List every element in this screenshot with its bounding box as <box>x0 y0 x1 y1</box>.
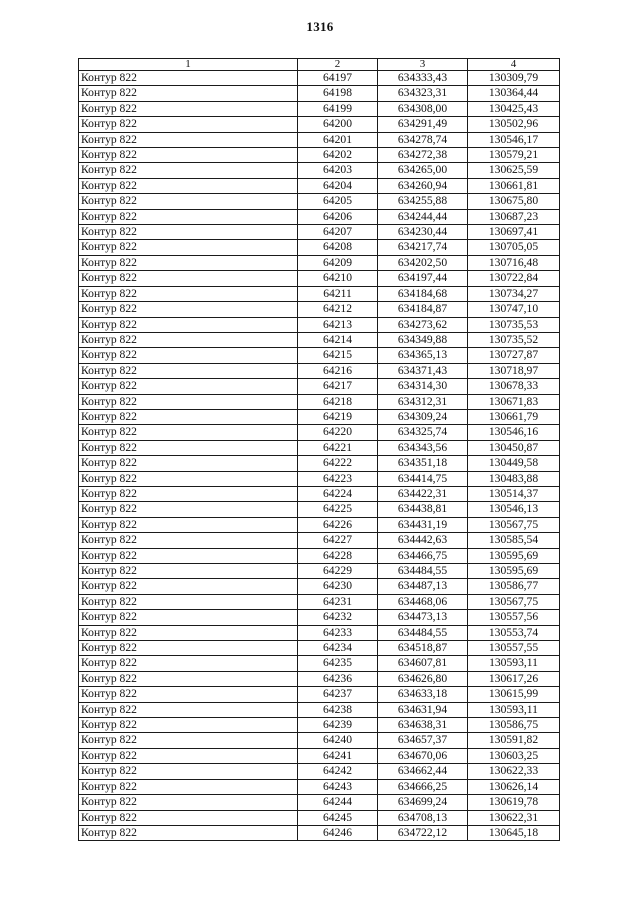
y-coordinate-cell: 130557,55 <box>468 641 560 656</box>
point-number-cell: 64216 <box>298 363 378 378</box>
table-row <box>79 302 560 317</box>
y-coordinate-cell: 130586,75 <box>468 718 560 733</box>
contour-name-cell: Контур 822 <box>79 132 298 147</box>
point-number-cell: 64220 <box>298 425 378 440</box>
x-coordinate-cell: 634260,94 <box>378 178 468 193</box>
contour-name-cell: Контур 822 <box>79 486 298 501</box>
point-number-cell: 64209 <box>298 255 378 270</box>
point-number-cell: 64218 <box>298 394 378 409</box>
y-coordinate-cell: 130557,56 <box>468 610 560 625</box>
point-number-cell: 64243 <box>298 779 378 794</box>
point-number-cell: 64198 <box>298 86 378 101</box>
point-number-cell: 64245 <box>298 810 378 825</box>
x-coordinate-cell: 634626,80 <box>378 671 468 686</box>
contour-name-cell: Контур 822 <box>79 240 298 255</box>
contour-name-cell: Контур 822 <box>79 225 298 240</box>
point-number-cell: 64242 <box>298 764 378 779</box>
x-coordinate-cell: 634278,74 <box>378 132 468 147</box>
x-coordinate-cell: 634265,00 <box>378 163 468 178</box>
table-row <box>79 255 560 270</box>
point-number-cell: 64238 <box>298 702 378 717</box>
table-row <box>79 471 560 486</box>
table-row <box>79 702 560 717</box>
table-row <box>79 579 560 594</box>
contour-name-cell: Контур 822 <box>79 825 298 840</box>
contour-name-cell: Контур 822 <box>79 533 298 548</box>
contour-name-cell: Контур 822 <box>79 594 298 609</box>
contour-name-cell: Контур 822 <box>79 394 298 409</box>
point-number-cell: 64206 <box>298 209 378 224</box>
x-coordinate-cell: 634333,43 <box>378 71 468 86</box>
point-number-cell: 64228 <box>298 548 378 563</box>
point-number-cell: 64225 <box>298 502 378 517</box>
table-row <box>79 641 560 656</box>
y-coordinate-cell: 130735,53 <box>468 317 560 332</box>
contour-name-cell: Контур 822 <box>79 671 298 686</box>
contour-name-cell: Контур 822 <box>79 795 298 810</box>
x-coordinate-cell: 634473,13 <box>378 610 468 625</box>
y-coordinate-cell: 130364,44 <box>468 86 560 101</box>
y-coordinate-cell: 130671,83 <box>468 394 560 409</box>
point-number-cell: 64213 <box>298 317 378 332</box>
contour-name-cell: Контур 822 <box>79 163 298 178</box>
point-number-cell: 64212 <box>298 302 378 317</box>
table-row <box>79 286 560 301</box>
y-coordinate-cell: 130705,05 <box>468 240 560 255</box>
table-row <box>79 209 560 224</box>
header-row <box>79 59 560 71</box>
x-coordinate-cell: 634184,68 <box>378 286 468 301</box>
y-coordinate-cell: 130595,69 <box>468 548 560 563</box>
point-number-cell: 64222 <box>298 456 378 471</box>
x-coordinate-cell: 634202,50 <box>378 255 468 270</box>
table-row <box>79 733 560 748</box>
contour-name-cell: Контур 822 <box>79 379 298 394</box>
y-coordinate-cell: 130697,41 <box>468 225 560 240</box>
table-row <box>79 317 560 332</box>
x-coordinate-cell: 634484,55 <box>378 564 468 579</box>
contour-name-cell: Контур 822 <box>79 579 298 594</box>
point-number-cell: 64229 <box>298 564 378 579</box>
x-coordinate-cell: 634699,24 <box>378 795 468 810</box>
table-row <box>79 825 560 840</box>
page-number: 1316 <box>306 19 334 34</box>
point-number-cell: 64231 <box>298 594 378 609</box>
x-coordinate-cell: 634371,43 <box>378 363 468 378</box>
contour-name-cell: Контур 822 <box>79 548 298 563</box>
point-number-cell: 64200 <box>298 117 378 132</box>
x-coordinate-cell: 634708,13 <box>378 810 468 825</box>
contour-name-cell: Контур 822 <box>79 733 298 748</box>
y-coordinate-cell: 130615,99 <box>468 687 560 702</box>
y-coordinate-cell: 130661,79 <box>468 409 560 424</box>
y-coordinate-cell: 130747,10 <box>468 302 560 317</box>
point-number-cell: 64202 <box>298 148 378 163</box>
contour-name-cell: Контур 822 <box>79 564 298 579</box>
y-coordinate-cell: 130734,27 <box>468 286 560 301</box>
x-coordinate-cell: 634442,63 <box>378 533 468 548</box>
table-row <box>79 610 560 625</box>
contour-name-cell: Контур 822 <box>79 194 298 209</box>
table-row <box>79 656 560 671</box>
x-coordinate-cell: 634184,87 <box>378 302 468 317</box>
point-number-cell: 64236 <box>298 671 378 686</box>
y-coordinate-cell: 130675,80 <box>468 194 560 209</box>
table-row <box>79 671 560 686</box>
table-row <box>79 379 560 394</box>
point-number-cell: 64203 <box>298 163 378 178</box>
point-number-cell: 64240 <box>298 733 378 748</box>
point-number-cell: 64241 <box>298 748 378 763</box>
table-row <box>79 178 560 193</box>
x-coordinate-cell: 634484,55 <box>378 625 468 640</box>
contour-name-cell: Контур 822 <box>79 271 298 286</box>
contour-name-cell: Контур 822 <box>79 332 298 347</box>
y-coordinate-cell: 130593,11 <box>468 656 560 671</box>
y-coordinate-cell: 130591,82 <box>468 733 560 748</box>
table-row <box>79 718 560 733</box>
x-coordinate-cell: 634666,25 <box>378 779 468 794</box>
y-coordinate-cell: 130449,58 <box>468 456 560 471</box>
y-coordinate-cell: 130585,54 <box>468 533 560 548</box>
table-row <box>79 748 560 763</box>
x-coordinate-cell: 634291,49 <box>378 117 468 132</box>
point-number-cell: 64239 <box>298 718 378 733</box>
table-row <box>79 502 560 517</box>
point-number-cell: 64234 <box>298 641 378 656</box>
y-coordinate-cell: 130619,78 <box>468 795 560 810</box>
y-coordinate-cell: 130546,16 <box>468 425 560 440</box>
table-row <box>79 117 560 132</box>
y-coordinate-cell: 130645,18 <box>468 825 560 840</box>
y-coordinate-cell: 130425,43 <box>468 101 560 116</box>
table-row <box>79 687 560 702</box>
y-coordinate-cell: 130727,87 <box>468 348 560 363</box>
contour-name-cell: Контур 822 <box>79 209 298 224</box>
y-coordinate-cell: 130586,77 <box>468 579 560 594</box>
contour-name-cell: Контур 822 <box>79 517 298 532</box>
x-coordinate-cell: 634431,19 <box>378 517 468 532</box>
y-coordinate-cell: 130546,13 <box>468 502 560 517</box>
x-coordinate-cell: 634273,62 <box>378 317 468 332</box>
x-coordinate-cell: 634230,44 <box>378 225 468 240</box>
y-coordinate-cell: 130553,74 <box>468 625 560 640</box>
point-number-cell: 64221 <box>298 440 378 455</box>
contour-name-cell: Контур 822 <box>79 440 298 455</box>
contour-name-cell: Контур 822 <box>79 502 298 517</box>
column-header-3: 3 <box>378 59 468 71</box>
x-coordinate-cell: 634466,75 <box>378 548 468 563</box>
point-number-cell: 64214 <box>298 332 378 347</box>
contour-name-cell: Контур 822 <box>79 810 298 825</box>
table-row <box>79 456 560 471</box>
x-coordinate-cell: 634255,88 <box>378 194 468 209</box>
contour-name-cell: Контур 822 <box>79 687 298 702</box>
point-number-cell: 64230 <box>298 579 378 594</box>
table-row <box>79 517 560 532</box>
x-coordinate-cell: 634414,75 <box>378 471 468 486</box>
contour-name-cell: Контур 822 <box>79 702 298 717</box>
table-row <box>79 625 560 640</box>
x-coordinate-cell: 634323,31 <box>378 86 468 101</box>
x-coordinate-cell: 634422,31 <box>378 486 468 501</box>
y-coordinate-cell: 130718,97 <box>468 363 560 378</box>
contour-name-cell: Контур 822 <box>79 764 298 779</box>
y-coordinate-cell: 130617,26 <box>468 671 560 686</box>
contour-name-cell: Контур 822 <box>79 71 298 86</box>
x-coordinate-cell: 634638,31 <box>378 718 468 733</box>
table-row <box>79 332 560 347</box>
x-coordinate-cell: 634670,06 <box>378 748 468 763</box>
y-coordinate-cell: 130678,33 <box>468 379 560 394</box>
y-coordinate-cell: 130567,75 <box>468 594 560 609</box>
y-coordinate-cell: 130603,25 <box>468 748 560 763</box>
y-coordinate-cell: 130722,84 <box>468 271 560 286</box>
x-coordinate-cell: 634312,31 <box>378 394 468 409</box>
y-coordinate-cell: 130502,96 <box>468 117 560 132</box>
table-row <box>79 394 560 409</box>
point-number-cell: 64204 <box>298 178 378 193</box>
point-number-cell: 64237 <box>298 687 378 702</box>
column-header-4: 4 <box>468 59 560 71</box>
y-coordinate-cell: 130625,59 <box>468 163 560 178</box>
x-coordinate-cell: 634244,44 <box>378 209 468 224</box>
y-coordinate-cell: 130483,88 <box>468 471 560 486</box>
y-coordinate-cell: 130579,21 <box>468 148 560 163</box>
table-row <box>79 486 560 501</box>
y-coordinate-cell: 130661,81 <box>468 178 560 193</box>
contour-name-cell: Контур 822 <box>79 363 298 378</box>
coordinates-table <box>78 58 560 841</box>
y-coordinate-cell: 130622,31 <box>468 810 560 825</box>
point-number-cell: 64244 <box>298 795 378 810</box>
x-coordinate-cell: 634722,12 <box>378 825 468 840</box>
y-coordinate-cell: 130626,14 <box>468 779 560 794</box>
x-coordinate-cell: 634309,24 <box>378 409 468 424</box>
point-number-cell: 64199 <box>298 101 378 116</box>
y-coordinate-cell: 130450,87 <box>468 440 560 455</box>
x-coordinate-cell: 634657,37 <box>378 733 468 748</box>
point-number-cell: 64224 <box>298 486 378 501</box>
table-row <box>79 779 560 794</box>
contour-name-cell: Контур 822 <box>79 656 298 671</box>
contour-name-cell: Контур 822 <box>79 748 298 763</box>
table-row <box>79 795 560 810</box>
x-coordinate-cell: 634351,18 <box>378 456 468 471</box>
x-coordinate-cell: 634607,81 <box>378 656 468 671</box>
y-coordinate-cell: 130309,79 <box>468 71 560 86</box>
table-row <box>79 348 560 363</box>
table-body <box>79 71 560 841</box>
contour-name-cell: Контур 822 <box>79 348 298 363</box>
table-row <box>79 810 560 825</box>
x-coordinate-cell: 634468,06 <box>378 594 468 609</box>
y-coordinate-cell: 130567,75 <box>468 517 560 532</box>
y-coordinate-cell: 130687,23 <box>468 209 560 224</box>
table-row <box>79 764 560 779</box>
point-number-cell: 64235 <box>298 656 378 671</box>
contour-name-cell: Контур 822 <box>79 425 298 440</box>
table-row <box>79 409 560 424</box>
contour-name-cell: Контур 822 <box>79 779 298 794</box>
table-row <box>79 564 560 579</box>
x-coordinate-cell: 634314,30 <box>378 379 468 394</box>
contour-name-cell: Контур 822 <box>79 117 298 132</box>
table-row <box>79 440 560 455</box>
contour-name-cell: Контур 822 <box>79 317 298 332</box>
contour-name-cell: Контур 822 <box>79 302 298 317</box>
table-row <box>79 363 560 378</box>
point-number-cell: 64211 <box>298 286 378 301</box>
table-row <box>79 163 560 178</box>
table-row <box>79 240 560 255</box>
y-coordinate-cell: 130716,48 <box>468 255 560 270</box>
contour-name-cell: Контур 822 <box>79 255 298 270</box>
point-number-cell: 64226 <box>298 517 378 532</box>
x-coordinate-cell: 634349,88 <box>378 332 468 347</box>
point-number-cell: 64233 <box>298 625 378 640</box>
x-coordinate-cell: 634197,44 <box>378 271 468 286</box>
x-coordinate-cell: 634272,38 <box>378 148 468 163</box>
x-coordinate-cell: 634518,87 <box>378 641 468 656</box>
x-coordinate-cell: 634365,13 <box>378 348 468 363</box>
contour-name-cell: Контур 822 <box>79 148 298 163</box>
x-coordinate-cell: 634631,94 <box>378 702 468 717</box>
x-coordinate-cell: 634308,00 <box>378 101 468 116</box>
point-number-cell: 64227 <box>298 533 378 548</box>
table-row <box>79 86 560 101</box>
x-coordinate-cell: 634633,18 <box>378 687 468 702</box>
y-coordinate-cell: 130735,52 <box>468 332 560 347</box>
point-number-cell: 64219 <box>298 409 378 424</box>
point-number-cell: 64207 <box>298 225 378 240</box>
point-number-cell: 64215 <box>298 348 378 363</box>
contour-name-cell: Контур 822 <box>79 471 298 486</box>
contour-name-cell: Контур 822 <box>79 409 298 424</box>
table-row <box>79 271 560 286</box>
table-row <box>79 194 560 209</box>
x-coordinate-cell: 634325,74 <box>378 425 468 440</box>
table-row <box>79 132 560 147</box>
contour-name-cell: Контур 822 <box>79 718 298 733</box>
y-coordinate-cell: 130593,11 <box>468 702 560 717</box>
point-number-cell: 64208 <box>298 240 378 255</box>
y-coordinate-cell: 130595,69 <box>468 564 560 579</box>
y-coordinate-cell: 130622,33 <box>468 764 560 779</box>
column-header-1: 1 <box>79 59 298 71</box>
y-coordinate-cell: 130546,17 <box>468 132 560 147</box>
contour-name-cell: Контур 822 <box>79 286 298 301</box>
contour-name-cell: Контур 822 <box>79 456 298 471</box>
x-coordinate-cell: 634438,81 <box>378 502 468 517</box>
x-coordinate-cell: 634487,13 <box>378 579 468 594</box>
column-header-2: 2 <box>298 59 378 71</box>
point-number-cell: 64201 <box>298 132 378 147</box>
point-number-cell: 64217 <box>298 379 378 394</box>
y-coordinate-cell: 130514,37 <box>468 486 560 501</box>
point-number-cell: 64197 <box>298 71 378 86</box>
contour-name-cell: Контур 822 <box>79 641 298 656</box>
x-coordinate-cell: 634662,44 <box>378 764 468 779</box>
point-number-cell: 64210 <box>298 271 378 286</box>
contour-name-cell: Контур 822 <box>79 625 298 640</box>
point-number-cell: 64232 <box>298 610 378 625</box>
contour-name-cell: Контур 822 <box>79 86 298 101</box>
contour-name-cell: Контур 822 <box>79 101 298 116</box>
table-row <box>79 148 560 163</box>
table-row <box>79 225 560 240</box>
table-row <box>79 101 560 116</box>
x-coordinate-cell: 634343,56 <box>378 440 468 455</box>
point-number-cell: 64246 <box>298 825 378 840</box>
table-header <box>79 59 560 71</box>
point-number-cell: 64205 <box>298 194 378 209</box>
contour-name-cell: Контур 822 <box>79 610 298 625</box>
point-number-cell: 64223 <box>298 471 378 486</box>
table-row <box>79 594 560 609</box>
table-row <box>79 548 560 563</box>
contour-name-cell: Контур 822 <box>79 178 298 193</box>
table-row <box>79 533 560 548</box>
x-coordinate-cell: 634217,74 <box>378 240 468 255</box>
table-row <box>79 425 560 440</box>
table-row <box>79 71 560 86</box>
